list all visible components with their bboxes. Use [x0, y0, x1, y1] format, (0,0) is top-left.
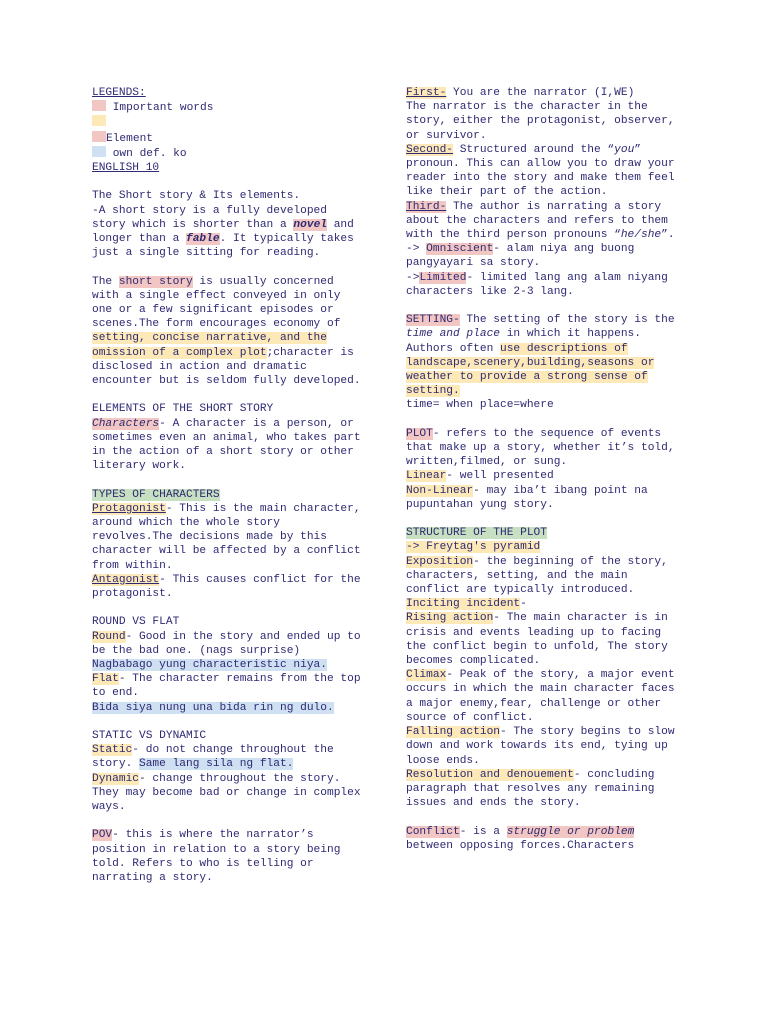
third-term: Third- — [406, 200, 447, 213]
static-own-def: Same lang sila ng flat. — [139, 758, 294, 771]
nonlinear-def: Non-Linear- may iba’t ibang point na pupuntahan yung story. — [406, 484, 648, 511]
round-term: Round — [92, 630, 126, 643]
third-person-def: Third- The author is narrating a story about the characters and refers to them with the third person pronouns “he/she”. — [406, 200, 675, 242]
novel-term: novel — [293, 218, 327, 231]
flat-term: Flat — [92, 673, 119, 686]
rising-term: Rising action — [406, 612, 494, 625]
dynamic-def: Dynamic- change throughout the story. They may become bad or change in complex ways. — [92, 772, 361, 814]
round-def: Round- Good in the story and ended up to be the bad one. (nags surprise) — [92, 630, 361, 657]
round-flat-title: ROUND VS FLAT — [92, 616, 180, 629]
setting-authors: Authors often use descriptions of landscape,scenery,building,seasons or weather to provide a strong sense of setting. — [406, 342, 655, 398]
exposition-def: Exposition- the beginning of the story, characters, setting, and the main conflict are typically introduced. — [406, 555, 668, 597]
legends — [92, 86, 367, 175]
pov-def: POV- this is where the narrator’s position in relation to a story being told. Refers to who is telling or narrating a story. — [92, 829, 341, 885]
yellow-swatch — [92, 115, 106, 126]
limited-def: ->Limited- limited lang ang alam niyang characters like 2-3 lang. — [406, 271, 668, 298]
resolution-term: Resolution and denouement — [406, 768, 574, 781]
second-term: Second- — [406, 143, 453, 156]
fable-term: fable — [186, 233, 220, 246]
resolution-def: Resolution and denouement- concluding paragraph that resolves any remaining issues and ends the story. — [406, 768, 655, 810]
inciting-term: Inciting incident — [406, 598, 521, 611]
conflict-def: Conflict- is a struggle or problem between opposing forces.Characters — [406, 825, 635, 852]
flat-own-def: Bida siya nung una bida rin ng dulo. — [92, 701, 334, 714]
characters-def: Characters- A character is a person, or sometimes even an animal, who takes part in the action of a short story or other literary work. — [92, 417, 361, 473]
climax-def: Climax- Peak of the story, a major event occurs in which the main character faces a major enemy,fear, challenge or other source of conflict. — [406, 669, 675, 724]
elements-title: ELEMENTS OF THE SHORT STORY — [92, 403, 274, 416]
legend-own-def: own def. ko — [92, 146, 367, 161]
setting-def: SETTING- The setting of the story is the time and place in which it happens. — [406, 314, 675, 341]
second-person-def: Second- Structured around the “you” pronoun. This can allow you to draw your reader into the story and make them feel like their part of the action. — [406, 143, 675, 199]
first-person-def-2: The narrator is the character in the story, either the protagonist, observer, or survivor. — [406, 101, 675, 142]
antagonist-def: Antagonist- This causes conflict for the protagonist. — [92, 573, 361, 601]
intro-title: The Short story & Its elements. — [92, 190, 301, 203]
setting-formula: time= when place=where — [406, 399, 554, 412]
setting-block — [406, 313, 678, 412]
pink-swatch — [92, 100, 106, 111]
protagonist-def: Protagonist- This is the main character, around which the whole story revolves.The decisions made by this character will be affected by a conflict from within. — [92, 502, 361, 572]
characters-term: Characters — [92, 417, 160, 430]
round-own-def: Nagbabago yung characteristic niya. — [92, 659, 327, 672]
types-block — [92, 488, 367, 602]
linear-def: Linear- well presented — [406, 470, 554, 483]
legends-title: LEGENDS: — [92, 87, 146, 99]
falling-term: Falling action — [406, 726, 500, 739]
protagonist-term: Protagonist — [92, 502, 166, 515]
nonlinear-term: Non-Linear — [406, 484, 474, 497]
freytag-line: -> Freytag's pyramid — [406, 541, 541, 554]
structure-block — [406, 526, 678, 810]
static-term: Static — [92, 744, 133, 757]
round-flat-block — [92, 615, 367, 714]
subject-title: ENGLISH 10 — [92, 162, 160, 175]
static-dynamic-title: STATIC VS DYNAMIC — [92, 730, 207, 743]
persons-block — [406, 86, 678, 299]
intro-paragraph-1: -A short story is a fully developed story which is shorter than a novel and longer than a fable. It typically takes just a single sitting for reading. — [92, 204, 354, 260]
legend-element: Element — [92, 131, 367, 146]
legend-important: Important words — [92, 100, 367, 115]
elements-block — [92, 402, 367, 473]
omniscient-def: -> Omniscient- alam niya ang buong pangyayari sa story. — [406, 243, 635, 270]
pov-term: POV — [92, 829, 113, 842]
left-column — [92, 86, 367, 885]
static-def: Static- do not change throughout the story. Same lang sila ng flat. — [92, 744, 334, 771]
structure-title: STRUCTURE OF THE PLOT — [406, 527, 547, 540]
falling-def: Falling action- The story begins to slow down and work towards its end, tying up loose ends. — [406, 726, 675, 767]
linear-term: Linear — [406, 470, 447, 483]
plot-def: PLOT- refers to the sequence of events that make up a story, whether it’s told, written,filmed, or sung. — [406, 427, 675, 469]
intro-block — [92, 189, 367, 260]
rising-def: Rising action- The main character is in crisis and events leading up to facing the conflict begin to unfold, The story becomes complicated. — [406, 612, 668, 668]
plot-term: PLOT — [406, 427, 433, 440]
inciting-def: Inciting incident- — [406, 598, 527, 611]
legend-yellow — [92, 115, 367, 130]
climax-term: Climax — [406, 669, 447, 682]
antagonist-term: Antagonist — [92, 573, 160, 586]
pink-swatch — [92, 131, 106, 142]
conflict-term: Conflict — [406, 825, 460, 838]
right-column — [406, 86, 678, 853]
static-dynamic-block — [92, 729, 367, 814]
types-title: TYPES OF CHARACTERS — [92, 488, 220, 501]
omniscient-term: Omniscient — [426, 243, 494, 256]
blue-swatch — [92, 146, 106, 157]
economy-highlight: setting, concise narrative, and the omission of a complex plot — [92, 332, 327, 359]
first-term: First- — [406, 87, 447, 99]
flat-def: Flat- The character remains from the top to end. — [92, 673, 361, 700]
exposition-term: Exposition — [406, 555, 474, 568]
setting-term: SETTING- — [406, 314, 460, 327]
limited-term: Limited — [419, 271, 467, 284]
intro-paragraph-2: The short story is usually concerned with a single effect conveyed in only one or a few significant episodes or scenes.The form encourages economy of setting, concise narrative, and the omission of a complex plot;character is disclosed in action and dramatic encounter but is seldom fully developed. — [92, 275, 361, 388]
short-story-term: short story — [118, 275, 193, 288]
dynamic-term: Dynamic — [92, 772, 139, 785]
plot-block — [406, 427, 678, 512]
first-person-def: First- You are the narrator (I,WE) — [406, 87, 635, 99]
